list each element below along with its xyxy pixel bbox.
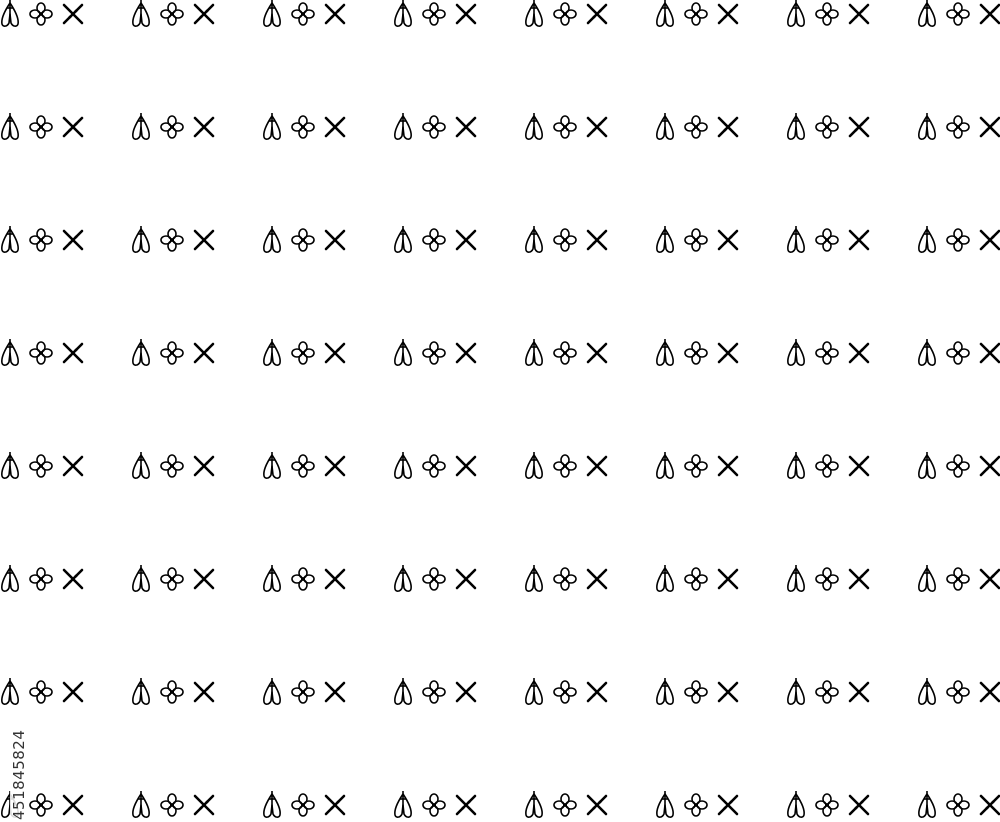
cross-stitch-x-icon [326,570,344,588]
motif-group [919,791,999,817]
four-petal-flower-icon [423,116,445,138]
cross-stitch-x-icon [64,231,82,249]
four-petal-flower-icon [161,568,183,590]
motif-group [919,452,999,478]
cross-stitch-x-icon [719,570,737,588]
four-petal-flower-icon [30,3,52,25]
motif-group [657,0,737,26]
cross-stitch-x-icon [457,5,475,23]
four-petal-flower-icon [554,342,576,364]
cross-stitch-x-icon [64,570,82,588]
four-petal-flower-icon [161,342,183,364]
double-loop-drop-icon [264,565,280,591]
motif-group [2,113,82,139]
double-loop-drop-icon [526,452,542,478]
motif-group [264,678,344,704]
four-petal-flower-icon [30,342,52,364]
double-loop-drop-icon [657,0,673,26]
double-loop-drop-icon [788,0,804,26]
double-loop-drop-icon [2,113,18,139]
motif-group [264,0,344,26]
motif-group [395,0,475,26]
cross-stitch-x-icon [719,118,737,136]
motif-group [657,678,737,704]
double-loop-drop-icon [133,678,149,704]
motif-group [133,452,213,478]
motif-group [264,791,344,817]
double-loop-drop-icon [657,678,673,704]
four-petal-flower-icon [161,3,183,25]
double-loop-drop-icon [2,226,18,252]
double-loop-drop-icon [788,226,804,252]
cross-stitch-x-icon [64,5,82,23]
motif-group [657,791,737,817]
cross-stitch-x-icon [457,457,475,475]
motif-group [133,678,213,704]
double-loop-drop-icon [657,339,673,365]
motif-group [2,339,82,365]
double-loop-drop-icon [2,339,18,365]
double-loop-drop-icon [919,226,935,252]
four-petal-flower-icon [292,342,314,364]
cross-stitch-x-icon [64,457,82,475]
four-petal-flower-icon [423,681,445,703]
double-loop-drop-icon [919,0,935,26]
motif-group [395,113,475,139]
cross-stitch-x-icon [719,683,737,701]
cross-stitch-x-icon [981,683,999,701]
double-loop-drop-icon [788,452,804,478]
cross-stitch-x-icon [64,118,82,136]
four-petal-flower-icon [685,3,707,25]
double-loop-drop-icon [788,113,804,139]
four-petal-flower-icon [30,455,52,477]
motif-group [133,0,213,26]
four-petal-flower-icon [554,116,576,138]
double-loop-drop-icon [919,791,935,817]
double-loop-drop-icon [264,0,280,26]
motif-group [526,452,606,478]
motif-group [133,791,213,817]
cross-stitch-x-icon [588,5,606,23]
four-petal-flower-icon [947,455,969,477]
double-loop-drop-icon [657,226,673,252]
motif-group [395,565,475,591]
four-petal-flower-icon [947,229,969,251]
cross-stitch-x-icon [326,231,344,249]
four-petal-flower-icon [30,568,52,590]
double-loop-drop-icon [264,113,280,139]
four-petal-flower-icon [161,116,183,138]
cross-stitch-x-icon [588,796,606,814]
cross-stitch-x-icon [850,683,868,701]
cross-stitch-x-icon [326,683,344,701]
stock-image-id: 451845824 [10,729,28,820]
double-loop-drop-icon [395,0,411,26]
four-petal-flower-icon [947,342,969,364]
motif-group [788,339,868,365]
four-petal-flower-icon [292,116,314,138]
double-loop-drop-icon [2,565,18,591]
double-loop-drop-icon [526,0,542,26]
cross-stitch-x-icon [588,570,606,588]
double-loop-drop-icon [526,113,542,139]
four-petal-flower-icon [292,568,314,590]
motif-group [264,339,344,365]
motif-group [788,0,868,26]
four-petal-flower-icon [554,229,576,251]
cross-stitch-x-icon [981,118,999,136]
four-petal-flower-icon [30,681,52,703]
motif-group [264,452,344,478]
motif-group [657,565,737,591]
four-petal-flower-icon [816,681,838,703]
double-loop-drop-icon [133,791,149,817]
four-petal-flower-icon [685,681,707,703]
double-loop-drop-icon [264,452,280,478]
double-loop-drop-icon [788,678,804,704]
motif-group [526,113,606,139]
four-petal-flower-icon [947,681,969,703]
double-loop-drop-icon [264,678,280,704]
motif-group [2,452,82,478]
four-petal-flower-icon [685,455,707,477]
double-loop-drop-icon [2,452,18,478]
motif-group [657,339,737,365]
double-loop-drop-icon [264,791,280,817]
cross-stitch-x-icon [326,457,344,475]
four-petal-flower-icon [816,3,838,25]
cross-stitch-x-icon [719,5,737,23]
four-petal-flower-icon [685,342,707,364]
cross-stitch-x-icon [64,683,82,701]
motif-group [395,678,475,704]
motif-group [526,678,606,704]
four-petal-flower-icon [423,3,445,25]
double-loop-drop-icon [526,226,542,252]
cross-stitch-x-icon [588,683,606,701]
motif-group [526,791,606,817]
motif-group [264,565,344,591]
cross-stitch-x-icon [326,5,344,23]
four-petal-flower-icon [554,794,576,816]
four-petal-flower-icon [947,794,969,816]
double-loop-drop-icon [2,0,18,26]
four-petal-flower-icon [30,794,52,816]
four-petal-flower-icon [423,455,445,477]
cross-stitch-x-icon [195,457,213,475]
motif-group [919,339,999,365]
double-loop-drop-icon [133,0,149,26]
motif-group [133,565,213,591]
double-loop-drop-icon [657,452,673,478]
double-loop-drop-icon [264,226,280,252]
four-petal-flower-icon [292,794,314,816]
motif-group [2,565,82,591]
motif-group [264,113,344,139]
double-loop-drop-icon [264,339,280,365]
four-petal-flower-icon [947,3,969,25]
double-loop-drop-icon [657,791,673,817]
cross-stitch-x-icon [457,796,475,814]
motif-group [133,113,213,139]
double-loop-drop-icon [919,113,935,139]
double-loop-drop-icon [395,113,411,139]
motif-group [657,226,737,252]
double-loop-drop-icon [919,452,935,478]
four-petal-flower-icon [161,229,183,251]
cross-stitch-x-icon [850,118,868,136]
cross-stitch-x-icon [981,231,999,249]
motif-group [657,113,737,139]
four-petal-flower-icon [816,455,838,477]
cross-stitch-x-icon [588,231,606,249]
cross-stitch-x-icon [981,457,999,475]
motif-group [788,226,868,252]
four-petal-flower-icon [947,568,969,590]
four-petal-flower-icon [292,455,314,477]
motif-group [395,226,475,252]
cross-stitch-x-icon [981,570,999,588]
four-petal-flower-icon [554,455,576,477]
cross-stitch-x-icon [64,796,82,814]
motif-group [919,565,999,591]
four-petal-flower-icon [423,342,445,364]
motif-group [788,113,868,139]
four-petal-flower-icon [685,568,707,590]
motif-group [788,565,868,591]
motif-group [2,226,82,252]
cross-stitch-x-icon [588,344,606,362]
cross-stitch-x-icon [195,683,213,701]
motif-group [526,226,606,252]
double-loop-drop-icon [395,791,411,817]
cross-stitch-x-icon [719,344,737,362]
cross-stitch-x-icon [457,570,475,588]
four-petal-flower-icon [423,568,445,590]
cross-stitch-x-icon [850,570,868,588]
four-petal-flower-icon [816,568,838,590]
double-loop-drop-icon [788,791,804,817]
motif-group [526,565,606,591]
cross-stitch-x-icon [195,118,213,136]
four-petal-flower-icon [685,794,707,816]
cross-stitch-x-icon [195,231,213,249]
motif-group [2,0,82,26]
double-loop-drop-icon [395,226,411,252]
cross-stitch-x-icon [850,796,868,814]
four-petal-flower-icon [554,3,576,25]
four-petal-flower-icon [292,3,314,25]
four-petal-flower-icon [30,116,52,138]
cross-stitch-x-icon [457,344,475,362]
four-petal-flower-icon [161,455,183,477]
motif-group [919,113,999,139]
four-petal-flower-icon [685,229,707,251]
motif-group [919,678,999,704]
double-loop-drop-icon [919,565,935,591]
motif-group [395,339,475,365]
motif-group [526,339,606,365]
cross-stitch-x-icon [457,231,475,249]
motif-group [919,0,999,26]
four-petal-flower-icon [423,794,445,816]
double-loop-drop-icon [133,339,149,365]
double-loop-drop-icon [395,678,411,704]
cross-stitch-x-icon [719,231,737,249]
cross-stitch-x-icon [588,457,606,475]
double-loop-drop-icon [526,678,542,704]
double-loop-drop-icon [657,113,673,139]
cross-stitch-x-icon [326,118,344,136]
cross-stitch-x-icon [981,796,999,814]
four-petal-flower-icon [30,229,52,251]
cross-stitch-x-icon [981,344,999,362]
double-loop-drop-icon [657,565,673,591]
double-loop-drop-icon [526,565,542,591]
four-petal-flower-icon [816,342,838,364]
motif-group [395,452,475,478]
double-loop-drop-icon [526,791,542,817]
double-loop-drop-icon [919,339,935,365]
four-petal-flower-icon [554,681,576,703]
cross-stitch-x-icon [195,5,213,23]
double-loop-drop-icon [133,226,149,252]
motif-group [788,678,868,704]
motif-group [133,226,213,252]
double-loop-drop-icon [788,565,804,591]
cross-stitch-x-icon [850,231,868,249]
cross-stitch-x-icon [195,344,213,362]
motif-group [264,226,344,252]
double-loop-drop-icon [526,339,542,365]
four-petal-flower-icon [292,229,314,251]
cross-stitch-x-icon [850,344,868,362]
cross-stitch-x-icon [981,5,999,23]
cross-stitch-x-icon [719,796,737,814]
motif-group [788,452,868,478]
cross-stitch-x-icon [195,570,213,588]
motif-group [2,678,82,704]
four-petal-flower-icon [161,681,183,703]
four-petal-flower-icon [554,568,576,590]
four-petal-flower-icon [423,229,445,251]
double-loop-drop-icon [133,565,149,591]
double-loop-drop-icon [919,678,935,704]
cross-stitch-x-icon [457,683,475,701]
four-petal-flower-icon [292,681,314,703]
double-loop-drop-icon [133,113,149,139]
double-loop-drop-icon [395,565,411,591]
double-loop-drop-icon [395,452,411,478]
double-loop-drop-icon [2,678,18,704]
motif-group [657,452,737,478]
motif-group [526,0,606,26]
four-petal-flower-icon [816,794,838,816]
motif-group [919,226,999,252]
four-petal-flower-icon [161,794,183,816]
motif-group [133,339,213,365]
cross-stitch-x-icon [326,344,344,362]
motif-group [788,791,868,817]
motif-group [395,791,475,817]
cross-stitch-x-icon [719,457,737,475]
cross-stitch-x-icon [850,5,868,23]
double-loop-drop-icon [788,339,804,365]
cross-stitch-x-icon [588,118,606,136]
cross-stitch-x-icon [326,796,344,814]
double-loop-drop-icon [395,339,411,365]
four-petal-flower-icon [816,229,838,251]
four-petal-flower-icon [685,116,707,138]
double-loop-drop-icon [133,452,149,478]
motif-layer [2,0,999,817]
cross-stitch-x-icon [850,457,868,475]
cross-stitch-x-icon [64,344,82,362]
four-petal-flower-icon [816,116,838,138]
cross-stitch-x-icon [457,118,475,136]
cross-stitch-x-icon [195,796,213,814]
four-petal-flower-icon [947,116,969,138]
